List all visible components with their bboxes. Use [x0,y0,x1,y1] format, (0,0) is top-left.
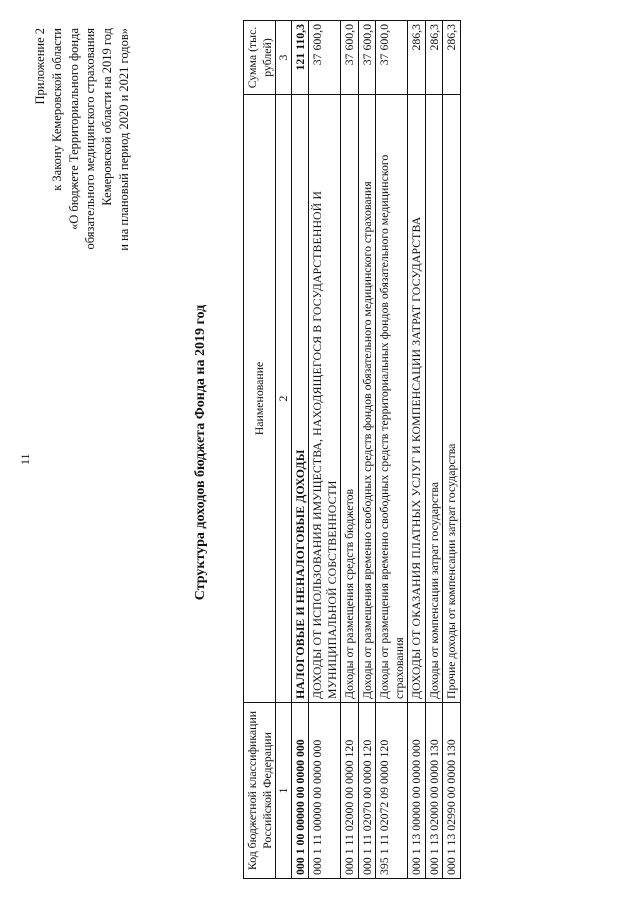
column-number: 1 [276,703,292,879]
table-row [291,21,309,879]
row-code: 000 1 00 00000 00 0000 000 [291,703,309,879]
row-code: 000 1 13 00000 00 0000 000 [408,703,426,879]
column-number: 2 [276,95,292,703]
row-name: Прочие доходы от компенсации затрат государства [443,95,461,703]
table-row [341,21,359,879]
row-code: 000 1 11 02000 00 0000 120 [341,703,359,879]
appendix-line: Приложение 2 [33,28,47,105]
row-sum: 37 600,0 [341,21,359,95]
row-name: Доходы от размещения средств бюджетов [341,95,359,703]
table-row [425,21,443,879]
row-name: НАЛОГОВЫЕ И НЕНАЛОГОВЫЕ ДОХОДЫ [291,95,309,703]
document-title: Структура доходов бюджета Фонда на 2019 год [193,304,208,601]
column-number: 3 [276,21,292,95]
row-code: 000 1 11 00000 00 0000 000 [309,703,341,879]
header-code: Код бюджетной классификации Российской Федерации [244,703,276,879]
revenue-table [243,20,461,879]
appendix-line: и на плановый период 2020 и 2021 годов» [116,28,131,251]
row-sum: 121 110,3 [291,21,309,95]
table-header-row [244,21,276,879]
row-sum: 286,3 [408,21,426,95]
table-row [309,21,341,879]
appendix-line: к Закону Кемеровской области [49,28,64,191]
table-row [358,21,376,879]
appendix-line: обязательного медицинского страхования [83,28,98,250]
row-name: Доходы от размещения временно свободных средств территориальных фондов обязательного медицинского страхования [376,95,408,703]
row-sum: 37 600,0 [358,21,376,95]
appendix-line: «О бюджете Территориального фонда [66,28,81,231]
page-number: 11 [18,453,32,465]
row-sum: 286,3 [443,21,461,95]
row-name: Доходы от компенсации затрат государства [425,95,443,703]
row-sum: 37 600,0 [376,21,408,95]
header-sum: Сумма (тыс. рублей) [244,21,276,95]
row-code: 395 1 11 02072 09 0000 120 [376,703,408,879]
row-code: 000 1 11 02070 00 0000 120 [358,703,376,879]
row-code: 000 1 13 02000 00 0000 130 [425,703,443,879]
row-name: ДОХОДЫ ОТ ИСПОЛЬЗОВАНИЯ ИМУЩЕСТВА, НАХОДЯЩЕГОСЯ В ГОСУДАРСТВЕННОЙ И МУНИЦИПАЛЬНОЙ СОБСТВЕННОСТИ [309,95,341,703]
table-row [443,21,461,879]
table-row [408,21,426,879]
table-row [376,21,408,879]
row-name: ДОХОДЫ ОТ ОКАЗАНИЯ ПЛАТНЫХ УСЛУГ И КОМПЕНСАЦИИ ЗАТРАТ ГОСУДАРСТВА [408,95,426,703]
row-name: Доходы от размещения временно свободных средств фондов обязательного медицинского страхования [358,95,376,703]
row-sum: 286,3 [425,21,443,95]
row-code: 000 1 13 02990 00 0000 130 [443,703,461,879]
row-sum: 37 600,0 [309,21,341,95]
header-name: Наименование [244,95,276,703]
appendix-line: Кемеровской области на 2019 год [100,28,115,206]
appendix-note [32,28,133,348]
column-number-row [276,21,292,879]
